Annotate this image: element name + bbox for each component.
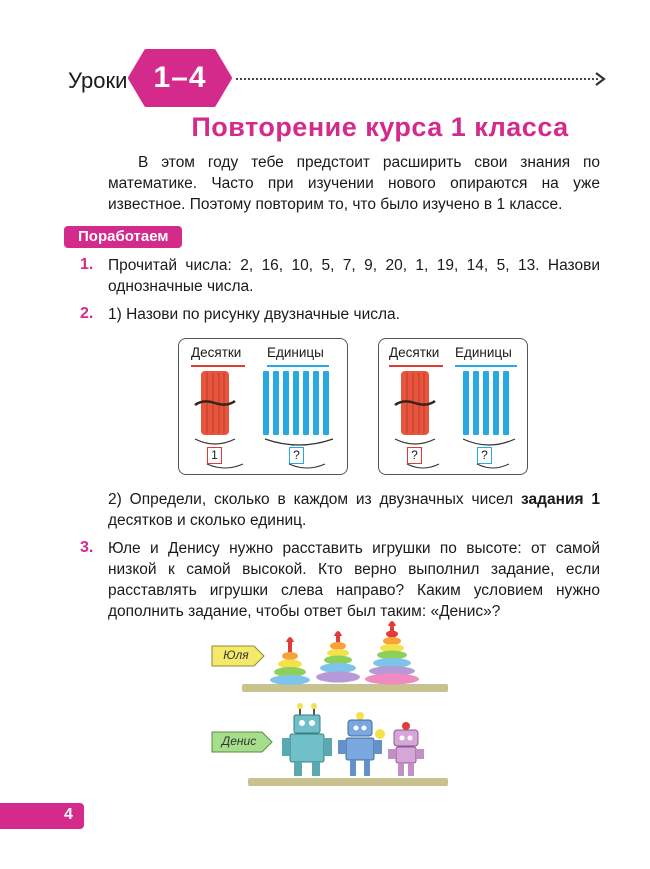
task-2-part-1: 1) Назови по рисунку двузначные числа. xyxy=(108,306,400,323)
units-sticks-icon xyxy=(261,371,333,435)
tens-underline xyxy=(389,365,443,367)
toys-picture xyxy=(210,620,450,795)
units-label: Единицы xyxy=(455,345,512,360)
answer-arcs xyxy=(387,463,523,473)
page-number: 4 xyxy=(64,806,73,823)
section-tag: Поработаем xyxy=(64,226,182,248)
task-2-part-2-end: десятков и сколько единиц. xyxy=(108,512,307,529)
robot-medium xyxy=(338,712,385,776)
toy-illustration xyxy=(210,620,450,795)
upper-shelf xyxy=(242,684,448,692)
tens-label: Десятки xyxy=(191,345,242,360)
tens-answer-box: ? xyxy=(407,447,422,464)
units-sticks-icon xyxy=(461,371,513,435)
pyramid-tall xyxy=(365,621,419,685)
units-underline xyxy=(267,365,329,367)
units-answer-box: ? xyxy=(289,447,304,464)
tens-underline xyxy=(191,365,245,367)
units-label: Единицы xyxy=(267,345,324,360)
tens-bundle-icon xyxy=(193,369,237,437)
units-answer-box: ? xyxy=(477,447,492,464)
boy-name-tag: Денис xyxy=(221,734,257,748)
tens-units-card-2 xyxy=(378,338,528,475)
task-3-number: 3. xyxy=(80,539,94,556)
tens-bundle-icon xyxy=(393,369,437,437)
lower-shelf xyxy=(248,778,448,786)
intro-paragraph: В этом году тебе предстоит расширить свои знания по математике. Часто при изучении нового опираются на уже известное. Поэтому повторим то, что было изучено в 1 классе. xyxy=(108,154,600,213)
task-2-number: 2. xyxy=(80,305,94,322)
pyramid-medium xyxy=(316,631,360,683)
girl-name-tag: Юля xyxy=(223,648,249,662)
lessons-badge xyxy=(128,49,232,107)
page-title: Повторение курса 1 класса xyxy=(191,112,569,142)
task-1-text: Прочитай числа: 2, 16, 10, 5, 7, 9, 20, 1, 19, 14, 5, 13. Назови однозначные числа. xyxy=(108,257,600,295)
lessons-label: Уроки xyxy=(68,68,128,93)
tens-label: Десятки xyxy=(389,345,440,360)
task-2-part-2-start: 2) Определи, сколько в каждом из двузначных чисел xyxy=(108,491,521,508)
robot-short xyxy=(388,722,424,776)
arrow-right-icon xyxy=(594,72,606,86)
header-dotted-line xyxy=(236,78,598,80)
answer-arcs xyxy=(189,463,339,473)
units-underline xyxy=(455,365,517,367)
task-2-part-2 xyxy=(108,489,600,531)
pyramid-small xyxy=(270,637,310,685)
task-1-number: 1. xyxy=(80,256,94,273)
tens-answer-box: 1 xyxy=(207,447,222,464)
robot-tall xyxy=(282,703,332,776)
tens-units-card-1 xyxy=(178,338,348,475)
lessons-range: 1–4 xyxy=(153,61,207,94)
task-3-text: Юле и Денису нужно расставить игрушки по высоте: от самой низкой к самой высокой. Кто верно выполнил задание, если расставлять игрушки слева направо? Каким условием нужно дополнить задание, чтобы ответ был таким: «Денис»? xyxy=(108,540,600,620)
task-2-reference: задания 1 xyxy=(521,491,600,508)
